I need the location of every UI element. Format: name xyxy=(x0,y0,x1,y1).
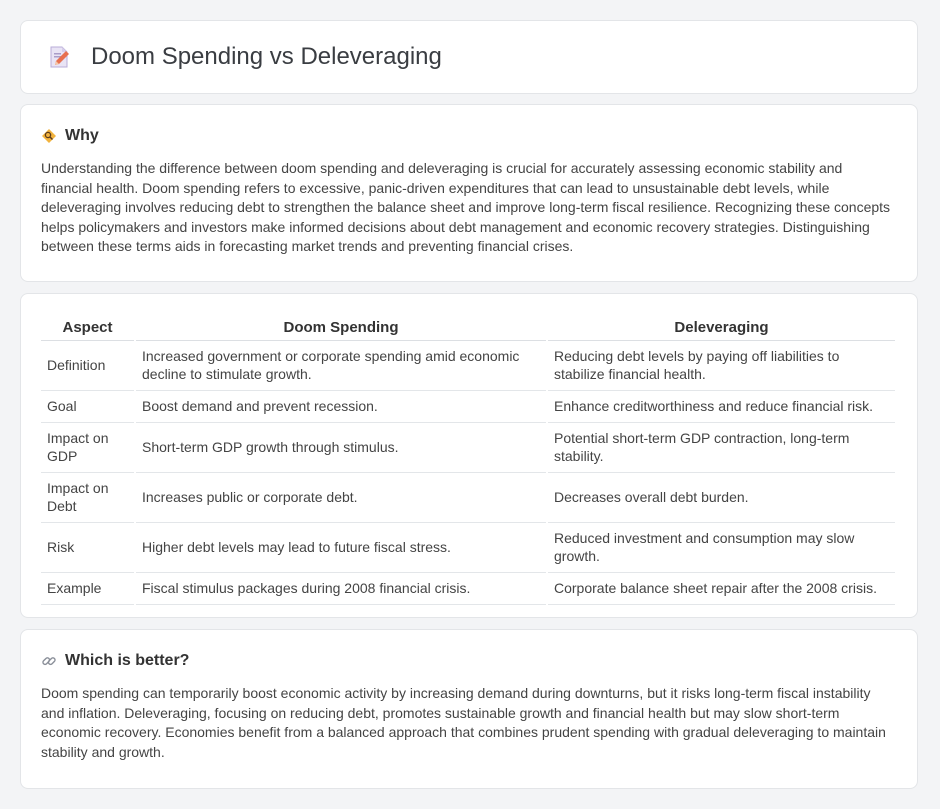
deleveraging-cell: Corporate balance sheet repair after the 2008 crisis. xyxy=(548,573,895,605)
doom-spending-cell: Short-term GDP growth through stimulus. xyxy=(136,423,546,473)
aspect-cell: Impact on Debt xyxy=(41,473,134,523)
deleveraging-cell: Decreases overall debt burden. xyxy=(548,473,895,523)
column-header-aspect: Aspect xyxy=(41,314,134,341)
table-row xyxy=(41,341,895,391)
aspect-cell: Goal xyxy=(41,391,134,423)
deleveraging-cell: Reducing debt levels by paying off liabilities to stabilize financial health. xyxy=(548,341,895,391)
doom-spending-cell: Higher debt levels may lead to future fiscal stress. xyxy=(136,523,546,573)
better-heading-row xyxy=(41,652,897,670)
document-pencil-icon xyxy=(47,45,71,69)
doom-spending-cell: Increases public or corporate debt. xyxy=(136,473,546,523)
title-row xyxy=(21,21,917,93)
table-row xyxy=(41,423,895,473)
title-card xyxy=(20,20,918,94)
aspect-cell: Definition xyxy=(41,341,134,391)
aspect-cell: Example xyxy=(41,573,134,605)
table-row xyxy=(41,391,895,423)
why-section xyxy=(20,104,918,282)
doom-spending-cell: Fiscal stimulus packages during 2008 financial crisis. xyxy=(136,573,546,605)
deleveraging-cell: Reduced investment and consumption may slow growth. xyxy=(548,523,895,573)
deleveraging-cell: Potential short-term GDP contraction, long-term stability. xyxy=(548,423,895,473)
doom-spending-cell: Boost demand and prevent recession. xyxy=(136,391,546,423)
which-is-better-section xyxy=(20,629,918,789)
why-heading: Why xyxy=(65,127,99,144)
comparison-section xyxy=(20,293,918,618)
why-body: Understanding the difference between doom spending and deleveraging is crucial for accurately assessing economic stability and financial health. Doom spending refers to excessive, panic-driven expenditures that can lead to unsustainable debt levels, while deleveraging involves reducing debt to strengthen the balance sheet and improve long-term fiscal resilience. Recognizing these concepts helps policymakers and investors make informed decisions about debt management and economic recovery strategies. Distinguishing between these terms aids in forecasting market trends and preventing financial crises. xyxy=(41,160,891,255)
aspect-cell: Risk xyxy=(41,523,134,573)
why-heading-row xyxy=(41,127,897,145)
table-header-row xyxy=(41,314,895,341)
aspect-cell: Impact on GDP xyxy=(41,423,134,473)
deleveraging-cell: Enhance creditworthiness and reduce financial risk. xyxy=(548,391,895,423)
link-icon xyxy=(41,653,57,669)
comparison-table xyxy=(39,314,897,605)
table-row xyxy=(41,523,895,573)
better-heading: Which is better? xyxy=(65,652,190,669)
magnifier-diamond-icon xyxy=(41,128,57,144)
table-row xyxy=(41,573,895,605)
better-body: Doom spending can temporarily boost economic activity by increasing demand during downturns, but it risks long-term fiscal instability and inflation. Deleveraging, focusing on reducing debt, promotes sustainable growth and financial health but may slow short-term economic recovery. Economies benefit from a balanced approach that combines prudent spending with gradual deleveraging to maintain stability and growth. xyxy=(41,685,886,760)
page-title: Doom Spending vs Deleveraging xyxy=(91,43,442,70)
doom-spending-cell: Increased government or corporate spending amid economic decline to stimulate growth. xyxy=(136,341,546,391)
column-header-deleveraging: Deleveraging xyxy=(548,314,895,341)
column-header-doom-spending: Doom Spending xyxy=(136,314,546,341)
table-row xyxy=(41,473,895,523)
